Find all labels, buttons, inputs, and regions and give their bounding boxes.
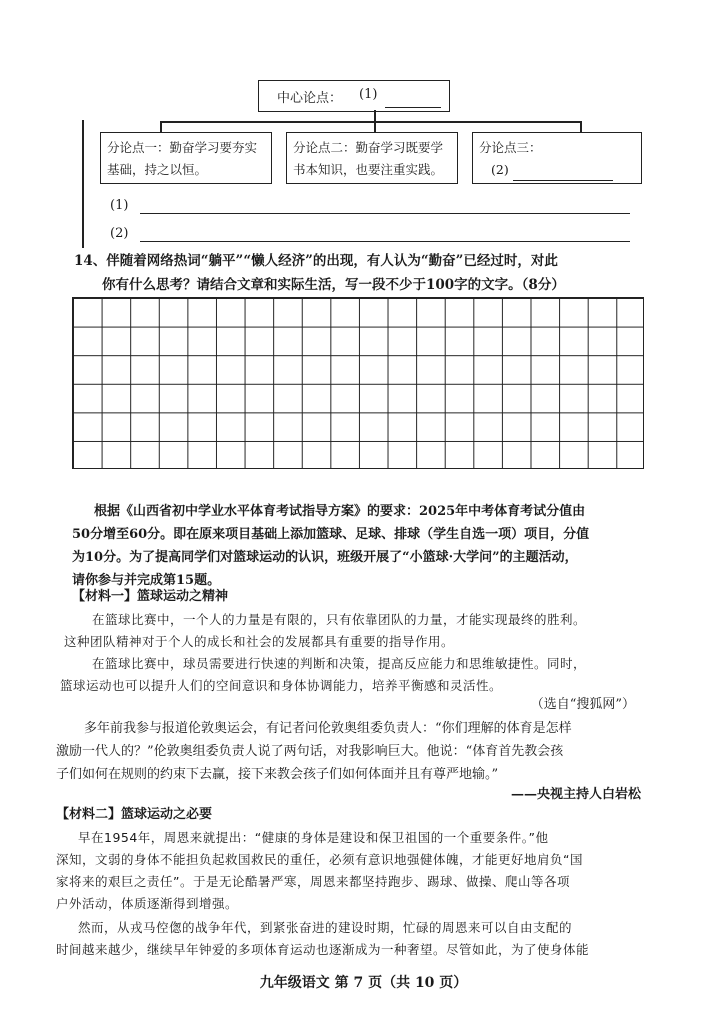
- answer-line-2-label: (2): [110, 226, 129, 241]
- diagram-left-border: [82, 120, 84, 248]
- material-1-p1-line-1: 在篮球比赛中，一个人的力量是有限的，只有依靠团队的力量，才能实现最终的胜利。: [92, 612, 587, 627]
- material-2-p1-line-2: 深知，文弱的身体不能担负起救国救民的重任，必须有意识地强健体魄，才能更好地肩负“国: [56, 852, 583, 867]
- sub-argument-3-box: [472, 132, 642, 184]
- writing-grid[interactable]: [72, 297, 644, 469]
- sub-argument-3-blank[interactable]: [513, 166, 613, 181]
- central-argument-blank-number: (1): [359, 87, 378, 102]
- intro-line-4: 请你参与并完成第15题。: [72, 573, 221, 588]
- sub-argument-2-text: 分论点二：勤奋学习既要学书本知识，也要注重实践。: [293, 140, 444, 177]
- sub-argument-2-box: [286, 132, 458, 184]
- material-1-heading: 【材料一】篮球运动之精神: [72, 589, 229, 604]
- sub-argument-3-blank-number: (2): [491, 162, 509, 177]
- answer-line-1[interactable]: [140, 213, 630, 214]
- sub-argument-1-text: 分论点一：勤奋学习要夯实基础，持之以恒。: [107, 140, 258, 177]
- diagram-connector: [580, 121, 582, 132]
- material-1-p2-line-1: 在篮球比赛中，球员需要进行快速的判断和决策，提高反应能力和思维敏捷性。同时，: [92, 656, 587, 671]
- material-1-p3-line-3: 子们如何在规则的约束下去赢，接下来教会孩子们如何体面并且有尊严地输。”: [56, 767, 499, 782]
- central-argument-box: [258, 80, 450, 112]
- intro-line-2: 50分增至60分。即在原来项目基础上添加篮球、足球、排球（学生自选一项）项目，分值: [72, 527, 590, 542]
- material-2-p1-line-1: 早在1954年，周恩来就提出：“健康的身体是建设和保卫祖国的一个重要条件。”他: [78, 830, 549, 845]
- answer-line-1-label: (1): [110, 198, 129, 213]
- sub-argument-1-box: [100, 132, 272, 184]
- diagram-connector: [160, 121, 162, 132]
- answer-line-2[interactable]: [140, 241, 630, 242]
- material-1-p3-line-1: 多年前我参与报道伦敦奥运会，有记者问伦敦奥组委负责人：“你们理解的体育是怎样: [84, 721, 572, 736]
- material-1-p3-line-2: 激励一代人的？”伦敦奥组委负责人说了两句话，对我影响巨大。他说：“体育首先教会孩: [56, 744, 564, 759]
- material-2-p2-line-2: 时间越来越少，继续早年钟爱的多项体育运动也逐渐成为一种奢望。尽管如此，为了使身体能: [56, 942, 590, 957]
- central-argument-label: 中心论点：: [277, 91, 343, 106]
- intro-line-1: 根据《山西省初中学业水平体育考试指导方案》的要求：2025年中考体育考试分值由: [94, 504, 586, 519]
- question-14-line-1: 14、伴随着网络热词“躺平”“懒人经济”的出现，有人认为“勤奋”已经过时，对此: [74, 253, 558, 269]
- page-footer: 九年级语文 第 7 页（共 10 页）: [259, 975, 468, 991]
- material-2-p1-line-4: 户外活动，体质逐渐得到增强。: [56, 896, 239, 911]
- material-1-source-2: ——央视主持人白岩松: [510, 787, 641, 802]
- sub-argument-3-label: 分论点三：: [479, 140, 542, 155]
- material-1-p1-line-2: 这种团队精神对于个人的成长和社会的发展都具有重要的指导作用。: [64, 634, 455, 649]
- material-2-p1-line-3: 家将来的艰巨之责任”。于是无论酷暑严寒，周恩来都坚持跑步、踢球、做操、爬山等各项: [56, 874, 570, 889]
- diagram-connector: [374, 121, 376, 132]
- material-1-p2-line-2: 篮球运动也可以提升人们的空间意识和身体协调能力，培养平衡感和灵活性。: [60, 678, 503, 693]
- intro-line-3: 为10分。为了提高同学们对篮球运动的认识，班级开展了“小篮球·大学问”的主题活动，: [72, 550, 578, 565]
- diagram-connector: [160, 121, 580, 123]
- material-2-heading: 【材料二】篮球运动之必要: [56, 807, 213, 822]
- material-2-p2-line-1: 然而，从戎马倥偬的战争年代，到紧张奋进的建设时期，忙碌的周恩来可以自由支配的: [78, 920, 573, 935]
- material-1-source-1: （选自“搜狐网”）: [530, 697, 635, 712]
- question-14-line-2: 你有什么思考？请结合文章和实际生活，写一段不少于100字的文字。（8分）: [102, 277, 565, 293]
